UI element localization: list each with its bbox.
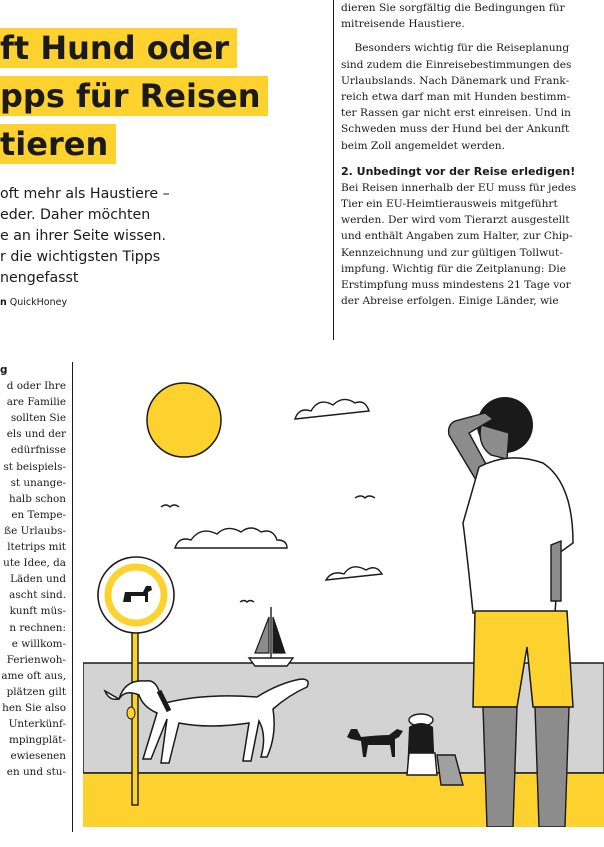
left-column-line: hen Sie also (2, 701, 66, 714)
beach-illustration (83, 355, 604, 827)
credit-label: n (0, 297, 7, 308)
cloud (295, 399, 369, 419)
text-line: reich etwa darf man mit Hunden bestimm- (341, 91, 571, 104)
column-rule-top (333, 0, 334, 340)
left-column-line: els und der (6, 428, 66, 441)
right-column (341, 0, 604, 309)
credit-name: QuickHoney (9, 297, 68, 308)
cloud (326, 567, 382, 580)
text-line: Besonders wichtig für die Reiseplanung (341, 42, 570, 55)
left-column-line: n rechnen: (9, 621, 66, 634)
text-line: Erstimpfung muss mindestens 21 Tage vor (341, 279, 571, 292)
man-leg (535, 707, 569, 827)
illustration-svg (83, 355, 604, 827)
dog-tongue (127, 707, 135, 719)
column-rule-left (72, 362, 73, 832)
text-line: Tier ein EU-Heimtierausweis mitgeführt (341, 198, 558, 211)
left-column-line: ute Idee, da (3, 557, 66, 570)
text-line: mitreisende Haustiere. (341, 18, 465, 31)
text-line: Schweden muss der Hund bei der Ankunft (341, 123, 570, 136)
left-column-line: halb schon (9, 492, 66, 505)
bird (355, 496, 375, 498)
left-column-line: Läden und (10, 573, 66, 586)
left-column-line: Ferienwoh- (6, 653, 66, 666)
left-column-line: st unange- (10, 476, 66, 489)
section-heading: 2. Unbedingt vor der Reise erledigen! (341, 164, 576, 178)
intro-text (0, 184, 330, 289)
illustration-credit (0, 297, 330, 308)
left-column-line: en Tempe- (11, 508, 66, 521)
sun (147, 383, 221, 457)
left-column-line: sollten Sie (10, 412, 66, 425)
bird (240, 601, 254, 603)
text-line: ter Rassen gar nicht erst einreisen. Und in (341, 107, 571, 120)
cloud (175, 528, 287, 548)
headline-line-2: pps für Reisen (0, 76, 268, 116)
sailboat-sail (273, 617, 285, 653)
sitting-person-body (407, 753, 437, 775)
left-column-line: kunft müs- (9, 605, 66, 618)
text-line: werden. Der wird vom Tierarzt ausgestellt (341, 214, 570, 227)
left-column-line: ascht sind. (9, 589, 66, 602)
text-line: Bei Reisen innerhalb der EU muss für jedes (341, 181, 577, 194)
sailboat-hull (249, 658, 293, 666)
sailboat-sail (255, 617, 269, 653)
headline-line-1: ft Hund oder (0, 28, 237, 68)
left-column-line: Unterkünf- (8, 718, 66, 731)
man-right-arm (551, 541, 561, 601)
left-column-line: e willkom- (11, 637, 66, 650)
text-line: impfung. Wichtig für die Zeitplanung: Die (341, 262, 567, 275)
text-line: dieren Sie sorgfältig die Bedingungen für (341, 2, 565, 14)
text-line: Kennzeichnung und zur gültigen Tollwut- (341, 246, 563, 259)
text-line: Urlaubslands. Nach Dänemark und Frank- (341, 74, 570, 87)
left-column-line: ße Urlaubs- (4, 524, 66, 537)
left-column-line: st beispiels- (3, 460, 66, 473)
text-line: sind zudem die Einreisebestimmungen des (341, 58, 572, 71)
left-column-line: en und stu- (6, 766, 66, 779)
beach (83, 773, 604, 827)
left-column-line: ltetrips mit (7, 541, 66, 554)
bird (161, 505, 179, 507)
left-column-line: ewiesenen (10, 750, 66, 763)
left-column (0, 362, 66, 780)
left-column-line: plätzen gilt (6, 685, 66, 698)
intro-line: e an ihrer Seite wissen. (0, 228, 166, 244)
man-leg (483, 707, 517, 827)
text-line: beim Zoll angemeldet werden. (341, 139, 505, 152)
headline-line-3: tieren (0, 124, 116, 164)
left-column-line: ame oft aus, (1, 669, 66, 682)
text-line: und enthält Angaben zum Halter, zur Chip- (341, 230, 573, 243)
left-column-line: mpingplät- (8, 734, 66, 747)
intro-line: r die wichtigsten Tipps (0, 249, 161, 265)
intro-line: oft mehr als Haustiere – (0, 186, 170, 202)
left-column-line: d oder Ihre (6, 380, 66, 393)
text-line: der Abreise erfolgen. Einige Länder, wie (341, 295, 559, 308)
left-column-heading: g (0, 364, 8, 376)
intro-line: eder. Daher möchten (0, 207, 151, 223)
left-column-line: edürfnisse (10, 444, 66, 457)
left-column-line: are Familie (6, 396, 66, 409)
sign-post (132, 605, 138, 805)
intro-line: nengefasst (0, 270, 79, 286)
